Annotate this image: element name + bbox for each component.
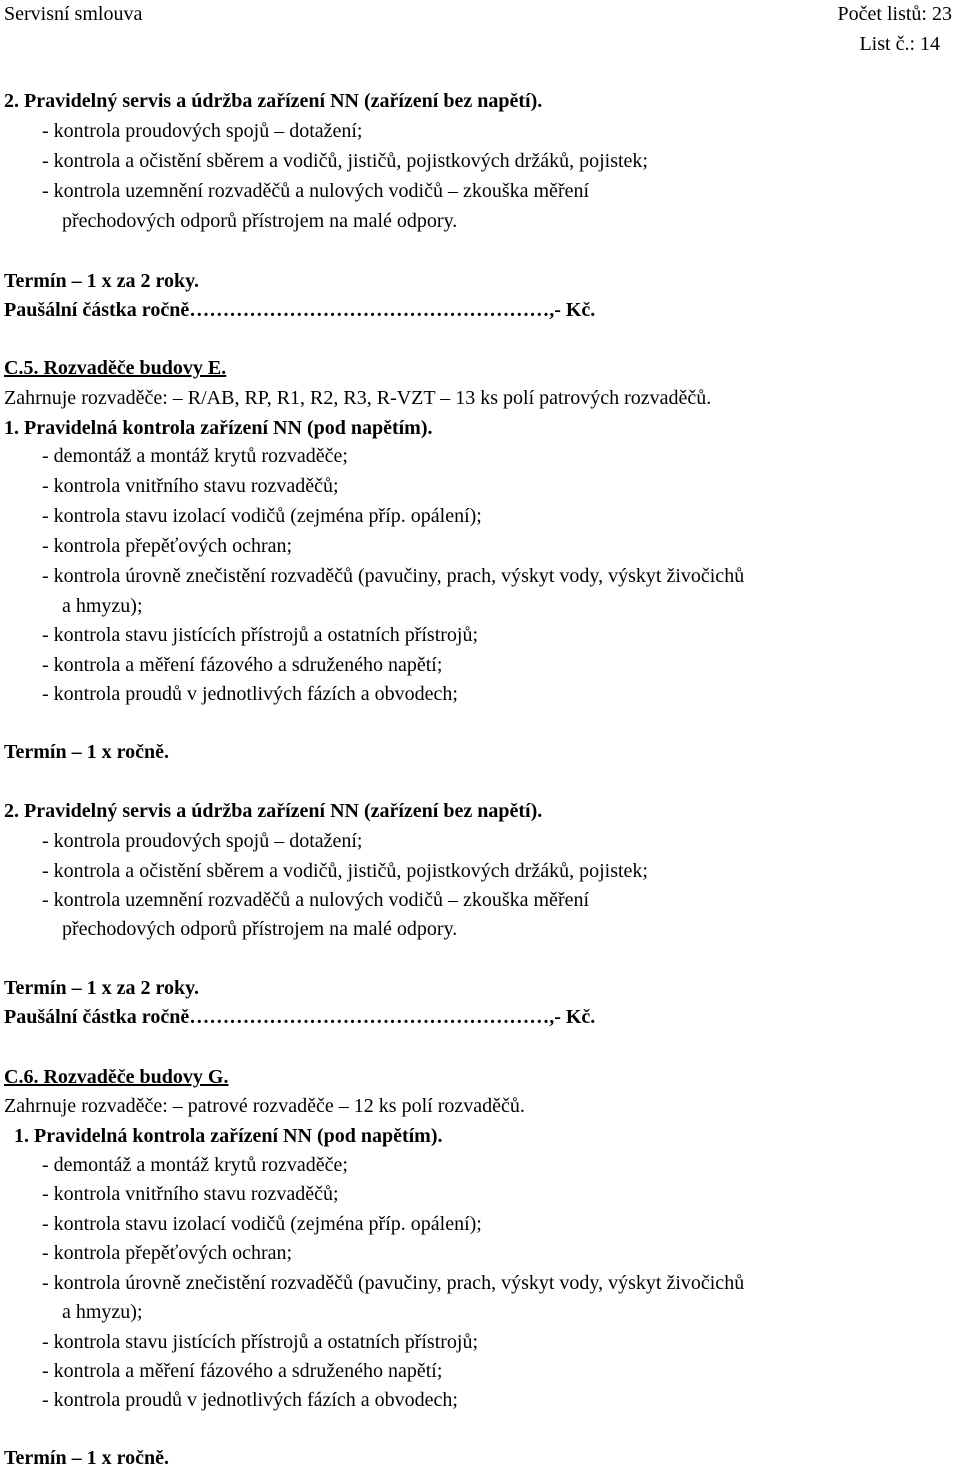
- term-line: Termín – 1 x za 2 roky.: [4, 977, 200, 999]
- section-heading: 1. Pravidelná kontrola zařízení NN (pod napětím).: [4, 417, 433, 439]
- list-item: - kontrola vnitřního stavu rozvaděčů;: [42, 1183, 339, 1205]
- list-item: - kontrola vnitřního stavu rozvaděčů;: [42, 475, 339, 497]
- list-item: - kontrola a měření fázového a sdruženého napětí;: [42, 654, 443, 676]
- list-item: - kontrola proudů v jednotlivých fázích a obvodech;: [42, 683, 458, 705]
- list-item: a hmyzu);: [62, 1301, 143, 1323]
- list-item: - kontrola a měření fázového a sdruženého napětí;: [42, 1360, 443, 1382]
- fee-line: Paušální částka ročně………………………………………………,- Kč.: [4, 299, 596, 321]
- list-item: - demontáž a montáž krytů rozvaděče;: [42, 445, 348, 467]
- section-heading: 2. Pravidelný servis a údržba zařízení NN (zařízení bez napětí).: [4, 800, 543, 822]
- list-item: - kontrola stavu jistících přístrojů a ostatních přístrojů;: [42, 1331, 479, 1353]
- list-item: - kontrola stavu izolací vodičů (zejména příp. opálení);: [42, 1213, 482, 1235]
- section-includes: Zahrnuje rozvaděče: – patrové rozvaděče – 12 ks polí rozvaděčů.: [4, 1095, 525, 1117]
- list-item: - kontrola proudových spojů – dotažení;: [42, 830, 363, 852]
- list-item: - kontrola přepěťových ochran;: [42, 1242, 293, 1264]
- list-item: přechodových odporů přístrojem na malé odpory.: [62, 918, 458, 940]
- list-item: - kontrola uzemnění rozvaděčů a nulových vodičů – zkouška měření: [42, 889, 590, 911]
- list-item: - kontrola stavu izolací vodičů (zejména příp. opálení);: [42, 505, 482, 527]
- list-item: a hmyzu);: [62, 595, 143, 617]
- term-line: Termín – 1 x za 2 roky.: [4, 270, 200, 292]
- header-sheet-number: List č.: 14: [859, 33, 940, 55]
- section-heading: 1. Pravidelná kontrola zařízení NN (pod napětím).: [14, 1125, 443, 1147]
- list-item: - kontrola úrovně znečistění rozvaděčů (pavučiny, prach, výskyt vody, výskyt živočichů: [42, 1272, 745, 1294]
- section-heading: 2. Pravidelný servis a údržba zařízení NN (zařízení bez napětí).: [4, 90, 543, 112]
- section-title: C.6. Rozvaděče budovy G.: [4, 1066, 229, 1088]
- list-item: - kontrola stavu jistících přístrojů a ostatních přístrojů;: [42, 624, 479, 646]
- list-item: - kontrola úrovně znečistění rozvaděčů (pavučiny, prach, výskyt vody, výskyt živočichů: [42, 565, 745, 587]
- list-item: - demontáž a montáž krytů rozvaděče;: [42, 1154, 348, 1176]
- header-sheet-count: Počet listů: 23: [837, 3, 952, 25]
- list-item: - kontrola a očistění sběrem a vodičů, jističů, pojistkových držáků, pojistek;: [42, 150, 648, 172]
- term-line: Termín – 1 x ročně.: [4, 1447, 169, 1469]
- section-title: C.5. Rozvaděče budovy E.: [4, 357, 227, 379]
- fee-line: Paušální částka ročně………………………………………………,- Kč.: [4, 1006, 596, 1028]
- term-line: Termín – 1 x ročně.: [4, 741, 169, 763]
- list-item: - kontrola uzemnění rozvaděčů a nulových vodičů – zkouška měření: [42, 180, 590, 202]
- list-item: - kontrola přepěťových ochran;: [42, 535, 293, 557]
- list-item: - kontrola a očistění sběrem a vodičů, jističů, pojistkových držáků, pojistek;: [42, 860, 648, 882]
- section-includes: Zahrnuje rozvaděče: – R/AB, RP, R1, R2, R3, R-VZT – 13 ks polí patrových rozvaděčů.: [4, 387, 712, 409]
- list-item: - kontrola proudů v jednotlivých fázích a obvodech;: [42, 1389, 458, 1411]
- list-item: přechodových odporů přístrojem na malé odpory.: [62, 210, 458, 232]
- list-item: - kontrola proudových spojů – dotažení;: [42, 120, 363, 142]
- header-title: Servisní smlouva: [4, 3, 143, 25]
